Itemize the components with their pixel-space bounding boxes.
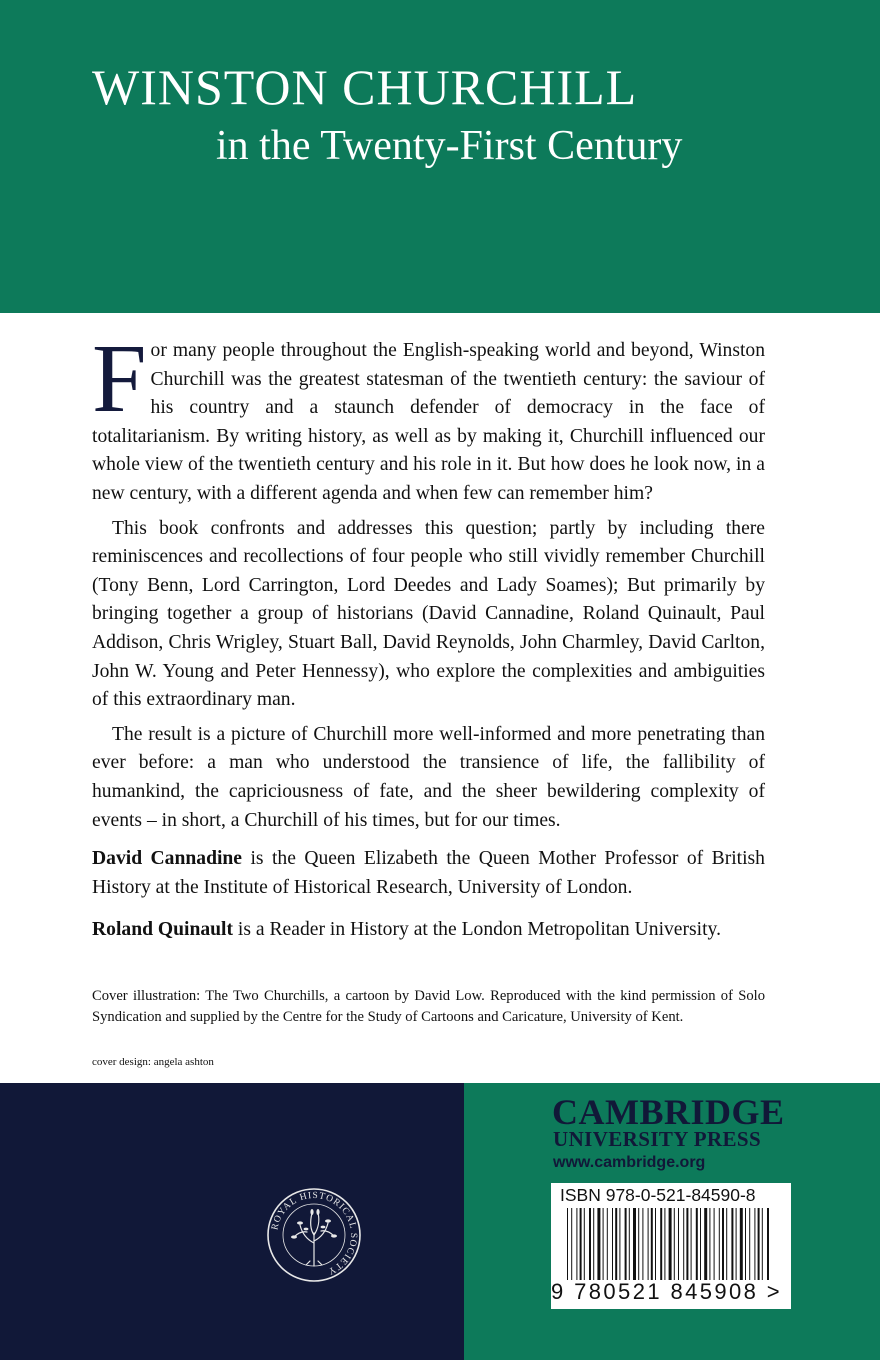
barcode-bar	[683, 1208, 684, 1280]
author-bio-text-2: is a Reader in History at the London Metropolitan University.	[233, 919, 721, 940]
barcode-bar	[660, 1208, 662, 1280]
header-band	[0, 0, 880, 313]
barcode-bar	[691, 1208, 692, 1280]
barcode-bar	[709, 1208, 710, 1280]
author-name-2: Roland Quinault	[92, 919, 234, 940]
barcode-bar	[597, 1208, 600, 1280]
barcode-bar	[736, 1208, 737, 1280]
barcode-bar	[754, 1208, 755, 1280]
barcode-bar	[567, 1208, 568, 1280]
barcode-bar	[749, 1208, 750, 1280]
book-subtitle: in the Twenty-First Century	[216, 123, 683, 169]
author-bio-2	[92, 916, 765, 945]
barcode-bar	[638, 1208, 639, 1280]
drop-cap: F	[92, 325, 147, 433]
blurb-paragraph-2: This book confronts and addresses this question; partly by including there reminiscences and recollections of four people who still vividly remember Churchill (Tony Benn, Lord Carrington, Lord Deedes and Lady Soames); But primarily by bringing together a group of historians (David Cannadine, Roland Quinault, Paul Addison, Chris Wrigley, Stuart Ball, David Reynolds, John Charmley, David Carlton, John W. Young and Peter Hennessy), who explore the complexities and ambiguities of this extraordinary man.	[92, 517, 765, 711]
author-name-1: David Cannadine	[92, 848, 242, 869]
barcode-bar	[740, 1208, 743, 1280]
author-bio-1	[92, 845, 765, 902]
barcode-bar	[589, 1208, 591, 1280]
barcode-bar	[686, 1208, 688, 1280]
barcode-bar	[603, 1208, 604, 1280]
barcode-bar	[593, 1208, 594, 1280]
author-bio-text-1: is the Queen Elizabeth the Queen Mother Professor of British History at the Institute of Historical Research, University of London.	[92, 848, 765, 898]
barcode-bar	[619, 1208, 620, 1280]
barcode-bar	[584, 1208, 585, 1280]
barcode-bar	[762, 1208, 763, 1280]
barcode-bars-icon	[565, 1208, 775, 1280]
barcode-bar	[580, 1208, 582, 1280]
blurb-text-1: or many people throughout the English-speaking world and beyond, Winston Churchill was the greatest statesman of the twentieth century: the saviour of his country and a staunch defender of democracy in the face of totalitarianism. By writing history, as well as by making it, Churchill influenced our whole view of the twentieth century and his role in it. But how does he look now, in a new century, with a different agenda and when few can remember him?	[92, 340, 765, 504]
barcode-bar	[642, 1208, 643, 1280]
barcode-bar	[731, 1208, 733, 1280]
barcode-bar	[704, 1208, 707, 1280]
barcode-bar	[722, 1208, 724, 1280]
barcode-bar	[674, 1208, 675, 1280]
barcode-bar	[633, 1208, 636, 1280]
footer-navy-panel	[0, 1083, 464, 1360]
barcode-bar	[714, 1208, 715, 1280]
publisher-name: CAMBRIDGE	[552, 1092, 785, 1132]
barcode-bar	[655, 1208, 656, 1280]
barcode-bar	[758, 1208, 760, 1280]
barcode-bar	[664, 1208, 665, 1280]
barcode-bar	[629, 1208, 630, 1280]
barcode-bar	[767, 1208, 769, 1280]
barcode-bar	[571, 1208, 572, 1280]
barcode-bar	[648, 1208, 649, 1280]
royal-historical-society-seal-icon	[266, 1187, 362, 1283]
barcode-bar	[745, 1208, 746, 1280]
blurb-paragraph-1	[92, 325, 765, 509]
publisher-url: www.cambridge.org	[553, 1154, 706, 1171]
barcode-bar	[719, 1208, 720, 1280]
publisher-press: UNIVERSITY PRESS	[553, 1127, 762, 1151]
barcode-bar	[615, 1208, 617, 1280]
isbn-label: ISBN 978-0-521-84590-8	[560, 1185, 756, 1205]
barcode-bar	[700, 1208, 701, 1280]
barcode-number: 9 780521 845908 >	[551, 1279, 783, 1304]
book-title: WINSTON CHURCHILL	[92, 59, 638, 115]
cover-design-credit: cover design: angela ashton	[92, 1056, 214, 1068]
barcode-bar	[726, 1208, 727, 1280]
barcode-bar	[678, 1208, 679, 1280]
barcode-bar	[612, 1208, 613, 1280]
barcode-bar	[669, 1208, 672, 1280]
barcode-bar	[607, 1208, 608, 1280]
barcode-bar	[696, 1208, 698, 1280]
seal-text: ROYAL HISTORICAL SOCIETY	[270, 1190, 359, 1277]
barcode-bar	[625, 1208, 627, 1280]
barcode-bar	[651, 1208, 653, 1280]
barcode-bar	[576, 1208, 577, 1280]
cover-illustration-credit: Cover illustration: The Two Churchills, a cartoon by David Low. Reproduced with the kind permission of Solo Syndication and supplied by the Centre for the Study of Cartoons and Caricature, University of Kent.	[92, 988, 765, 1025]
isbn-barcode	[551, 1183, 791, 1309]
blurb	[92, 325, 765, 835]
blurb-paragraph-3: The result is a picture of Churchill more well-informed and more penetrating than ever before: a man who understood the transience of life, the fallibility of humankind, the capriciousness of fate, and the sheer bewildering complexity of events – in short, a Churchill of his times, but for our times.	[92, 723, 765, 831]
